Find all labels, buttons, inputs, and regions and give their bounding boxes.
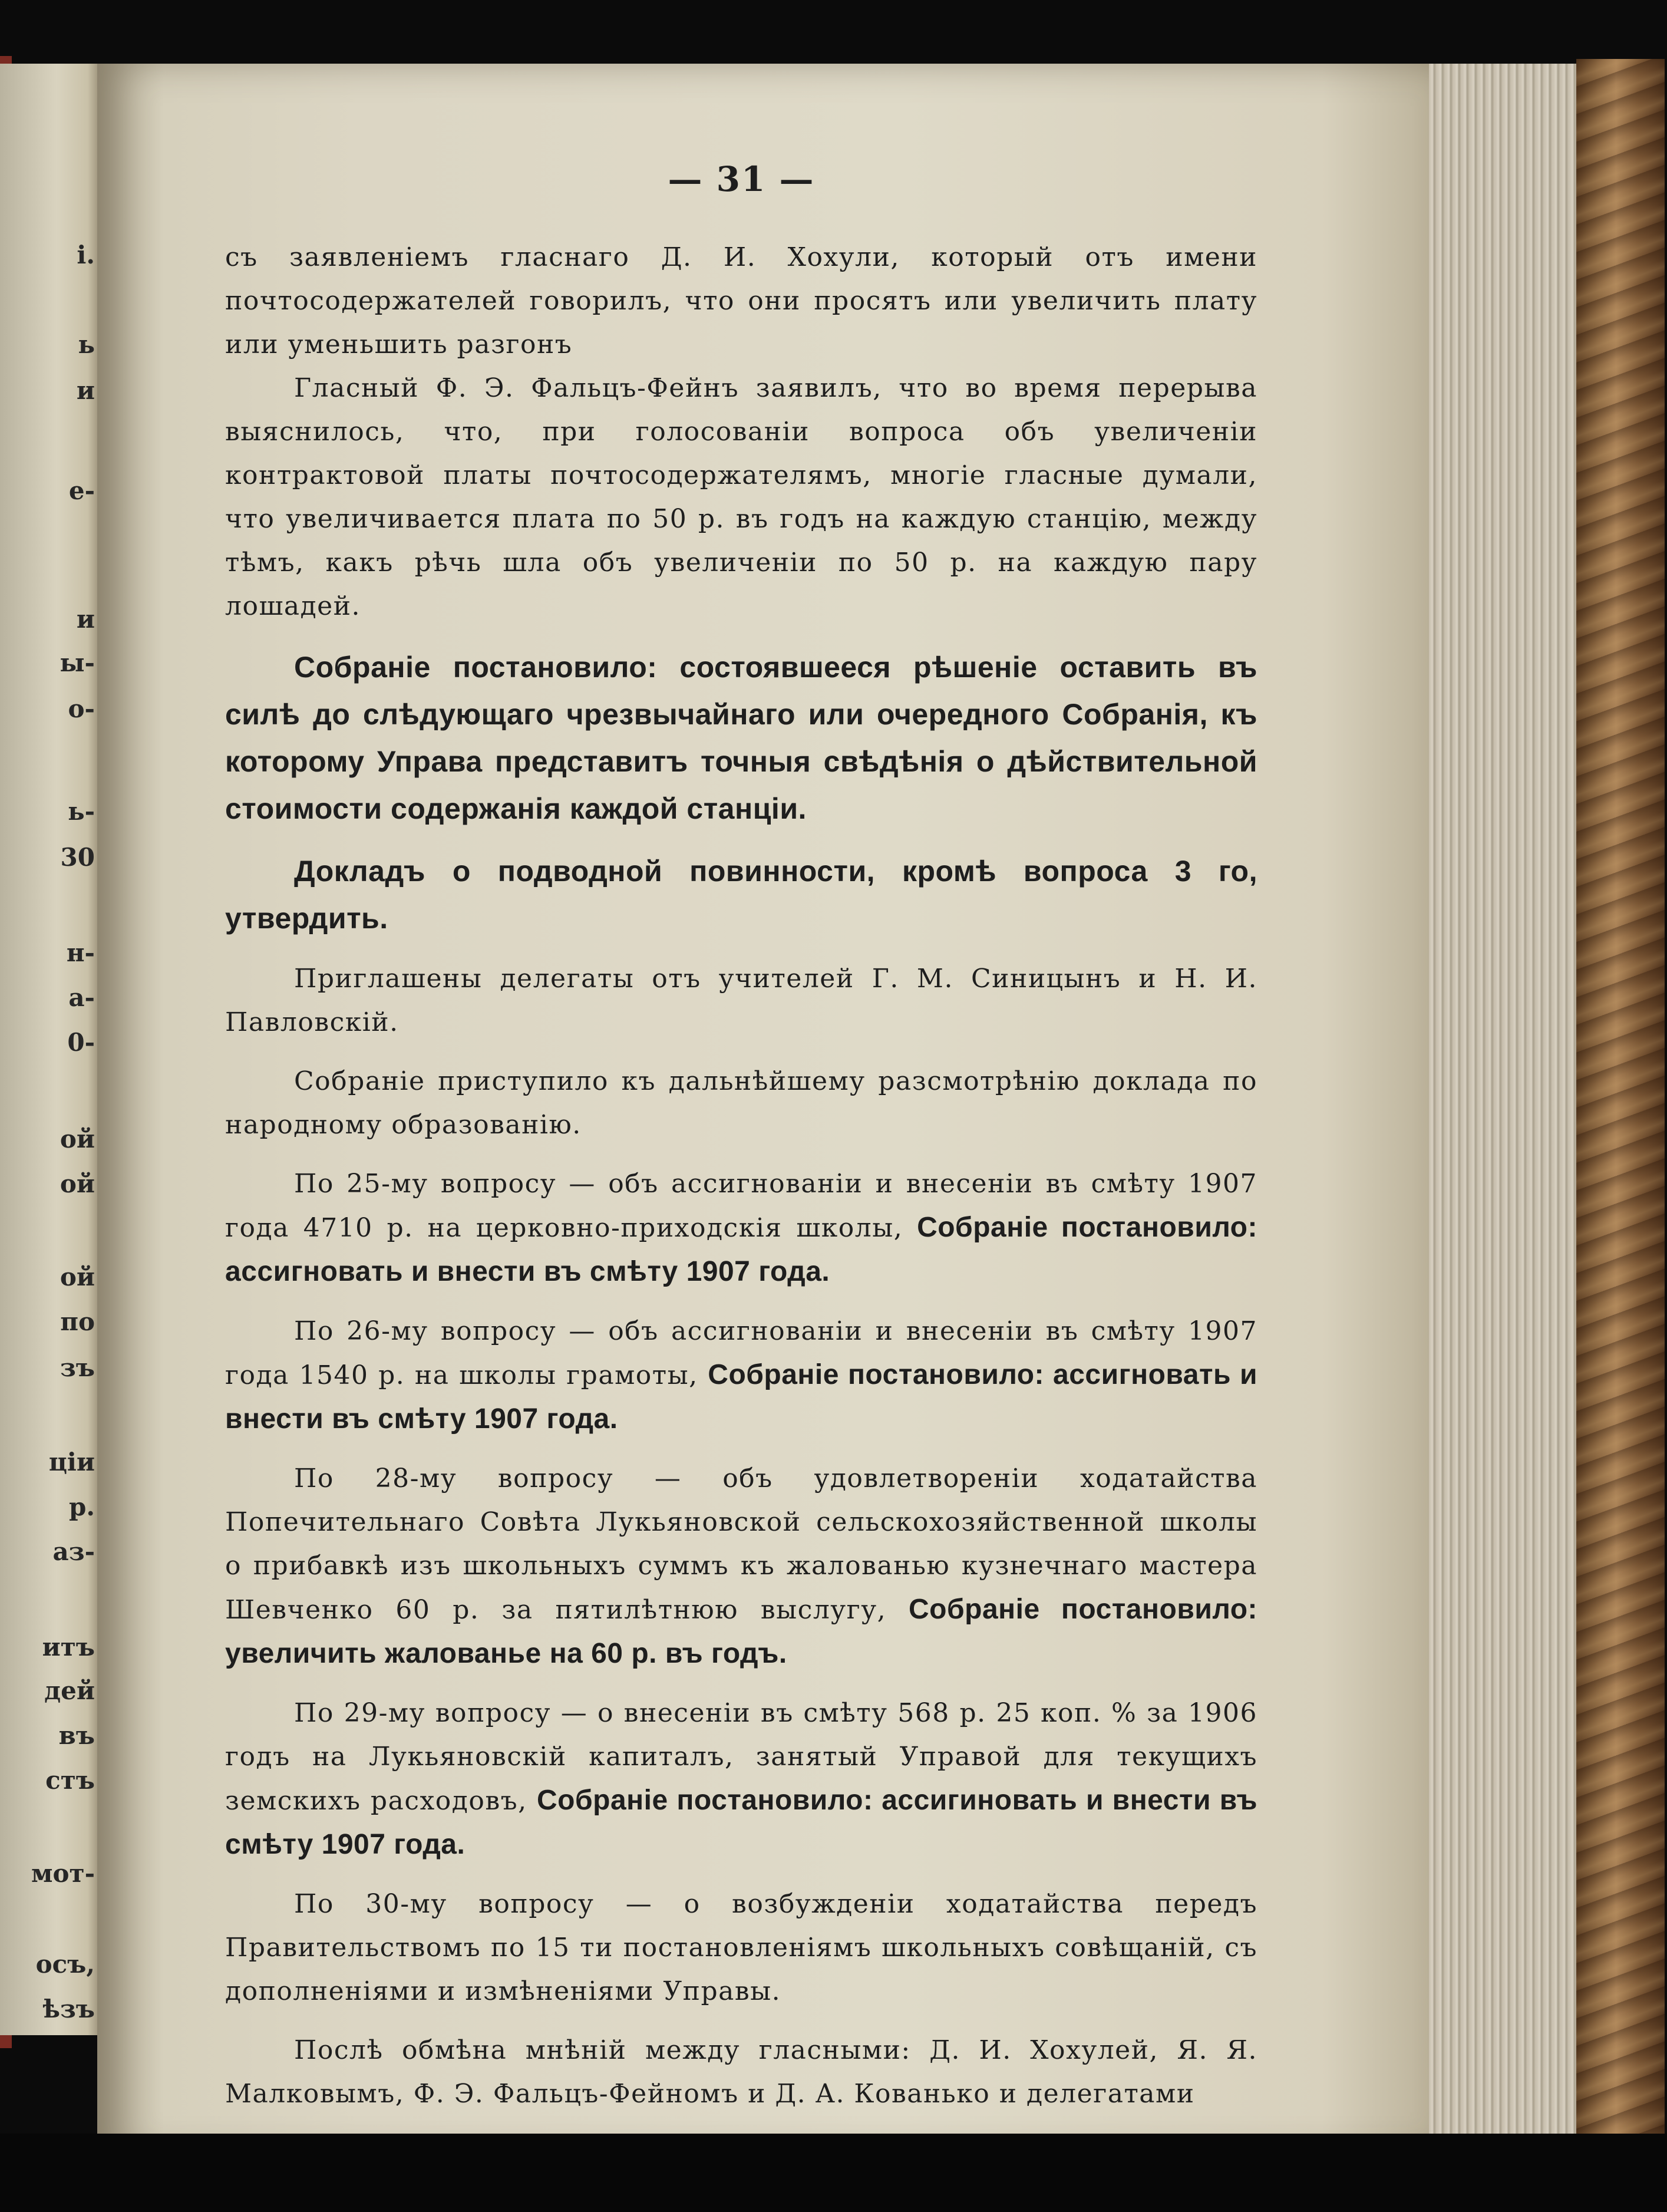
left-fragment: і.: [77, 240, 95, 269]
left-fragment: н-: [66, 938, 95, 967]
left-fragment: ь-: [68, 797, 95, 826]
left-fragment: 0-: [67, 1028, 95, 1057]
paragraph: Послѣ обмѣна мнѣній между гласными: Д. И. Хохулей, Я. Я. Малковымъ, Ф. Э. Фальцъ-Фейномъ и Д. А. Кованько и делегатами: [225, 2035, 1257, 2109]
page-text: [225, 159, 1257, 2116]
left-fragment: и: [76, 605, 95, 634]
paragraph: Гласный Ф. Э. Фальцъ-Фейнъ заявилъ, что во время перерыва выяснилось, что, при голосованіи вопроса объ увеличеніи контрактовой платы почтосодержателямъ, многіе гласные думали, что увеличивается плата по 50 р. въ годъ на каждую станцію, между тѣмъ, какъ рѣчь шла объ увеличеніи по 50 р. на каждую пару лошадей.: [225, 373, 1257, 621]
resolution-paragraph: Собраніе постановило: состоявшееся рѣшеніе оставить въ силѣ до слѣдующаго чрезвычайнаго или очередного Собранія, къ которому Управа представитъ точныя свѣдѣнія о дѣйствительной стоимости содержанія каждой станціи.: [225, 651, 1257, 825]
paragraph-text: По 28-му вопросу — объ удовлетвореніи ходатайства Попечительнаго Совѣта Лукьяновской сельскохозяйственной школы о прибавкѣ изъ школьныхъ суммъ къ жалованью кузнечнаго мастера Шевченко 60 р. за пятилѣтнюю выслугу,: [225, 1463, 1257, 1625]
left-fragment: ой: [60, 1169, 95, 1198]
paragraph: По 30-му вопросу — о возбужденіи ходатайства передъ Правительствомъ по 15 ти постановленіямъ школьныхъ совѣщаній, съ дополненіями и измѣненіями Управы.: [225, 1889, 1257, 2006]
page-number: — 31 —: [668, 159, 815, 199]
left-page-edge: [0, 64, 107, 2035]
paragraph: съ заявленіемъ гласнаго Д. И. Хохули, который отъ имени почтосодержателей говорилъ, что они просятъ или увеличить плату или уменьшить разгонъ: [225, 242, 1257, 360]
left-fragment: стъ: [45, 1766, 95, 1795]
left-fragment: р.: [69, 1492, 95, 1521]
resolution-paragraph: Докладъ о подводной повинности, кромѣ вопроса 3 го, утвердить.: [225, 855, 1257, 935]
resolution-text: Собраніе постановило: ассигновать и внести въ смѣту 1907 года.: [225, 1212, 1257, 1287]
paragraph: Приглашены делегаты отъ учителей Г. М. Синицынъ и Н. И. Павловскій.: [225, 964, 1257, 1037]
page-edges: [1429, 64, 1576, 2138]
left-fragment: и: [76, 376, 95, 405]
left-fragment: въ: [58, 1721, 95, 1750]
left-fragment: мот-: [31, 1859, 95, 1888]
left-fragment: зъ: [60, 1353, 95, 1382]
left-fragment: 30: [60, 843, 95, 872]
left-fragment: по: [60, 1307, 95, 1336]
book-cover: [1576, 59, 1665, 2157]
left-fragment: осъ,: [35, 1950, 95, 1979]
paragraph: Собраніе приступило къ дальнѣйшему разсмотрѣнію доклада по народному образованію.: [225, 1066, 1257, 1140]
background-shadow: [0, 2134, 1667, 2212]
left-fragment: е-: [68, 476, 95, 505]
paragraph: [225, 1692, 1257, 1867]
left-fragment: дей: [44, 1676, 95, 1705]
paragraph-text: По 26-му вопросу — объ ассигнованіи и внесеніи въ смѣту 1907 года 1540 р. на школы грамоты,: [225, 1316, 1257, 1390]
left-fragment: ь: [78, 330, 95, 359]
left-fragment: ой: [60, 1125, 95, 1153]
resolution-text: Собраніе постановило: ассигиновать и внести въ смѣту 1907 года.: [225, 1785, 1257, 1860]
paragraph: [225, 1310, 1257, 1442]
paragraph-text: По 29-му вопросу — о внесеніи въ смѣту 568 р. 25 коп. % за 1906 годъ на Лукьяновскій капиталъ, занятый Управой для текущихъ земскихъ расходовъ,: [225, 1698, 1257, 1816]
left-fragment: ѣзъ: [42, 1995, 95, 2023]
left-fragment: а-: [68, 983, 95, 1012]
resolution-text: Собраніе постановило: ассигновать и внести въ смѣту 1907 года.: [225, 1359, 1257, 1435]
paragraph: [225, 1162, 1257, 1294]
left-fragment: о-: [68, 694, 95, 723]
left-fragment: ой: [60, 1262, 95, 1291]
left-fragment: ціи: [48, 1448, 95, 1476]
left-fragment: аз-: [52, 1537, 95, 1566]
left-fragment: ы-: [60, 648, 95, 677]
paragraph-text: По 25-му вопросу — объ ассигнованіи и внесеніи въ смѣту 1907 года 4710 р. на церковно-приходскія школы,: [225, 1169, 1257, 1243]
paragraph: [225, 1457, 1257, 1676]
left-fragment: итъ: [42, 1633, 95, 1662]
resolution-text: Собраніе постановило: увеличить жалованье на 60 р. въ годъ.: [225, 1594, 1257, 1669]
